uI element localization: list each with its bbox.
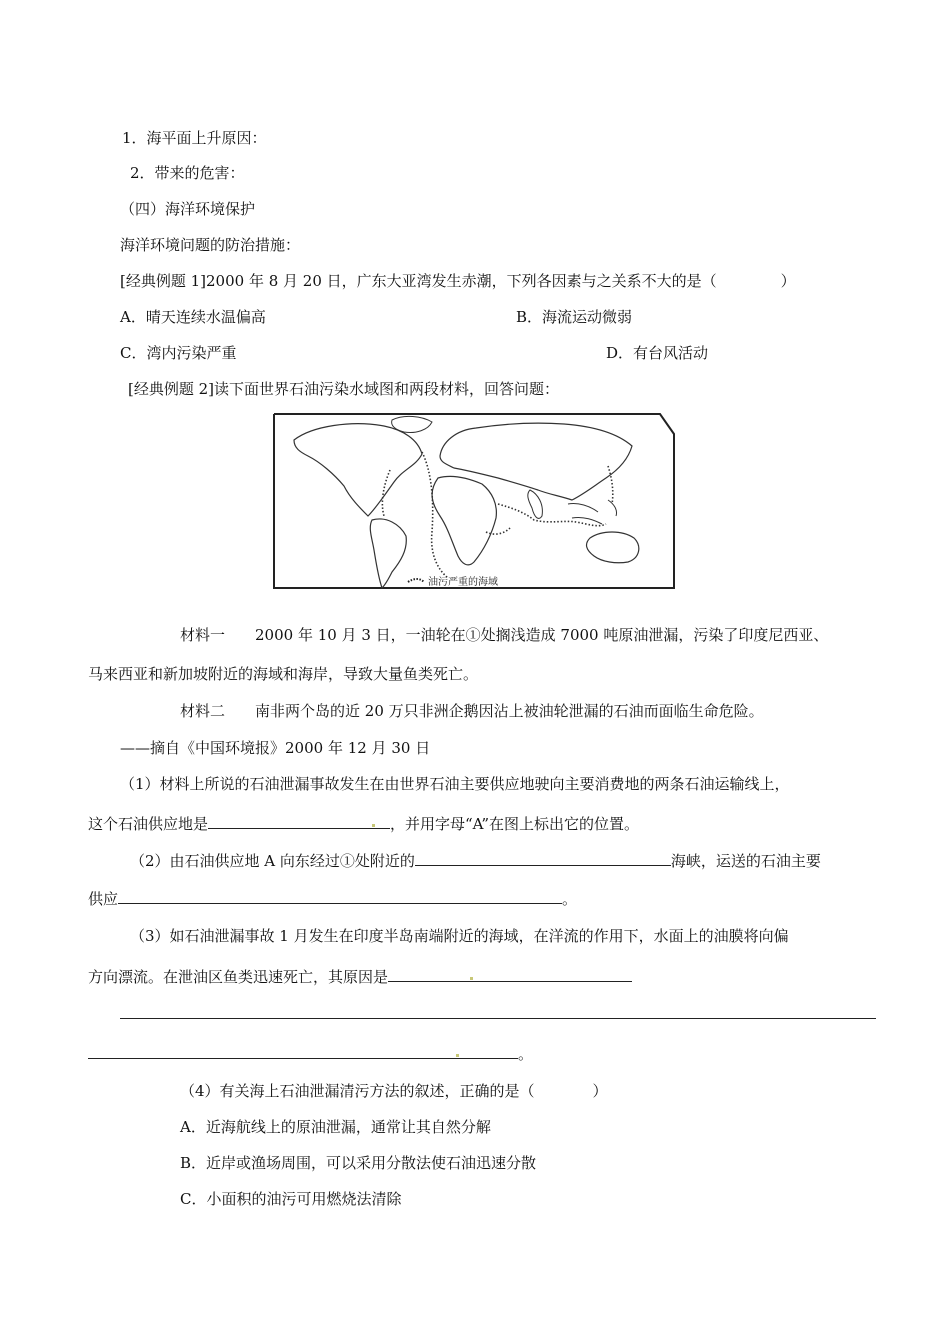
line-harm: 2．带来的危害： <box>130 164 245 182</box>
option-b: B．海流运动微弱 <box>516 308 633 326</box>
question-1-line-1: （1）材料上所说的石油泄漏事故发生在由世界石油主要供应地驶向主要消费地的两条石油运输线上， <box>120 775 790 793</box>
example-1-close-paren: ） <box>780 272 796 290</box>
answer-blank-oil-supply[interactable] <box>208 813 390 829</box>
question-4-text: （4）有关海上石油泄漏清污方法的叙述，正确的是（ <box>180 1082 535 1100</box>
section-heading-ocean-protection: （四）海洋环境保护 <box>120 200 256 218</box>
question-4-close-paren: ） <box>592 1082 608 1100</box>
line-sea-level-cause: 1．海平面上升原因： <box>122 129 267 147</box>
question-4-option-a: A．近海航线上的原油泄漏，通常让其自然分解 <box>180 1118 491 1136</box>
question-1-prompt: 这个石油供应地是 <box>88 815 209 833</box>
question-2-line-1 <box>130 850 821 871</box>
option-a: A．晴天连续水温偏高 <box>120 308 266 326</box>
material-2: 材料二 南非两个岛的近 20 万只非洲企鹅因沾上被油轮泄漏的石油而面临生命危险。 <box>180 702 764 720</box>
material-1-line-1: 材料一 2000 年 10 月 3 日，一油轮在①处搁浅造成 7000 吨原油泄漏，污染了印度尼西亚、 <box>180 626 829 644</box>
source-citation: ——摘自《中国环境报》2000 年 12 月 30 日 <box>120 739 431 757</box>
answer-blank-reason-2[interactable] <box>120 1018 876 1019</box>
question-4-option-c: C．小面积的油污可用燃烧法清除 <box>180 1190 402 1208</box>
question-4 <box>180 1081 608 1101</box>
question-1-instruction: ，并用字母“A”在图上标出它的位置。 <box>390 815 639 833</box>
answer-blank-reason-3[interactable] <box>88 1043 518 1059</box>
answer-blank-supply[interactable] <box>118 888 562 904</box>
question-3-line-2 <box>88 966 632 987</box>
legend-symbol-icon <box>408 579 424 582</box>
answer-blank-reason-1[interactable] <box>388 966 632 982</box>
question-3-line-1: （3）如石油泄漏事故 1 月发生在印度半岛南端附近的海域，在洋流的作用下，水面上的油膜将向偏 <box>130 927 789 945</box>
answer-blank-strait[interactable] <box>415 850 671 866</box>
example-1-text: [经典例题 1]2000 年 8 月 20 日，广东大亚湾发生赤潮，下列各因素与之关系不大的是（ <box>120 272 717 290</box>
example-1-question <box>120 271 796 291</box>
question-2-supply-label: 供应 <box>88 890 119 908</box>
map-legend-label: 油污严重的海域 <box>428 577 498 588</box>
question-2-period: 。 <box>562 890 578 908</box>
question-2-continuation: 海峡，运送的石油主要 <box>670 852 821 870</box>
question-3-line-4 <box>88 1043 533 1064</box>
question-4-option-b: B．近岸或渔场周围，可以采用分散法使石油迅速分散 <box>180 1154 537 1172</box>
question-1-line-2 <box>88 813 639 834</box>
line-prevention-measures: 海洋环境问题的防治措施： <box>120 236 301 254</box>
question-3-period: 。 <box>518 1045 534 1063</box>
option-d: D．有台风活动 <box>606 344 709 362</box>
question-3-reason-prompt: 方向漂流。在泄油区鱼类迅速死亡，其原因是 <box>88 968 389 986</box>
option-c: C．湾内污染严重 <box>120 344 237 362</box>
world-oil-pollution-map <box>272 412 676 590</box>
question-2-line-2 <box>88 888 577 909</box>
material-1-line-2: 马来西亚和新加坡附近的海域和海岸，导致大量鱼类死亡。 <box>88 665 479 683</box>
question-2-prompt: （2）由石油供应地 A 向东经过①处附近的 <box>130 852 415 870</box>
example-2-question: [经典例题 2]读下面世界石油污染水域图和两段材料，回答问题： <box>128 380 560 398</box>
